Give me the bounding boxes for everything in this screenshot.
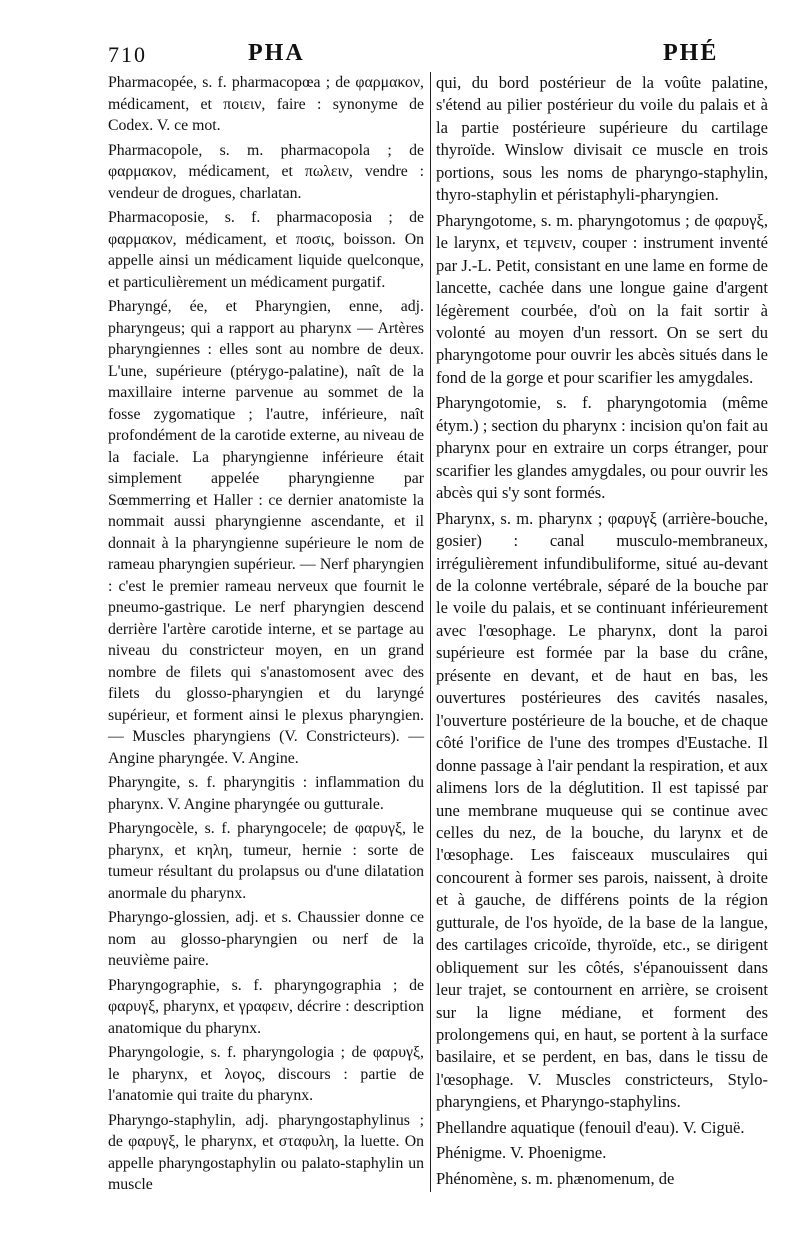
left-column xyxy=(108,72,424,1199)
entry-phenomene: Phénomène, s. m. phænomenum, de xyxy=(436,1168,675,1188)
entry-pharyngotome: Pharyngotome, s. m. pharyngotomus ; de φαρυγξ, le larynx, et τεμνειν, couper : instrument inventé par J.-L. Petit, consistant en une lame en forme de lancette, cachée dans une longue gaine d'argent légèrement courbée, d'où on la fait sortir à volonté au moyen d'un ressort. On se sert du pharyngotome pour ouvrir les abcès situés dans le fond de la gorge et pour scarifier les amygdales. xyxy=(436,210,768,387)
entry-pharmacoposie: Pharmacoposie, s. f. pharmacoposia ; de φαρμακον, médicament, et ποσις, boisson. On appelle ainsi un médicament liquide quelconque, et particulièrement un médicament purgatif. xyxy=(108,209,424,291)
entry-pharyngocele: Pharyngocèle, s. f. pharyngocele; de φαρυγξ, le pharynx, et κηλη, tumeur, hernie : sorte de tumeur résultant du prolapsus ou d'une dilatation anormale du pharynx. xyxy=(108,820,424,902)
entry-continuation: qui, du bord postérieur de la voûte palatine, s'étend au pilier postérieur du voile du palais et à la partie postérieure supérieure du cartilage thyroïde. Winslow divisait ce muscle en trois portions, sous les noms de pharyngo-staphylin, thyro-staphylin et péristaphyli-pharyngien. xyxy=(436,73,768,205)
entry-phellandre: Phellandre aquatique (fenouil d'eau). V. Ciguë. xyxy=(436,1117,745,1137)
right-running-head: PHÉ xyxy=(663,40,719,66)
entry-pharyngologie: Pharyngologie, s. f. pharyngologia ; de φαρυγξ, le pharynx, et λογος, discours : partie de l'anatomie qui traite du pharynx. xyxy=(108,1044,424,1104)
entry-pharynge: Pharyngé, ée, et Pharyngien, enne, adj. pharyngeus; qui a rapport au pharynx — Artères pharyngiennes : elles sont au nombre de deux. L'une, supérieure (ptérygo-palatine), naît de la maxillaire interne parvenue au sommet de la fosse zygomatique ; l'autre, inférieure, naît profondément de la carotide externe, au niveau de la faciale. La pharyngienne inférieure était simplement appelée pharyngienne par Sœmmerring et Haller : ce dernier anatomiste la nommait aussi pharyngienne ascendante, et il donnait à la pharyngienne supérieure le nom de rameau pharyngien supérieur. — Nerf pharyngien : c'est le premier rameau nerveux que fournit le pneumo-gastrique. Le nerf pharyngien descend derrière l'artère carotide interne, et se partage au niveau du constricteur moyen, en un grand nombre de filets qui s'anastomosent avec des filets du glosso-pharyngien et du laryngé supérieur, et forment ainsi le plexus pharyngien. — Muscles pharyngiens (V. Constricteurs). — Angine pharyngée. V. Angine. xyxy=(108,298,424,767)
entry-pharyngographie: Pharyngographie, s. f. pharyngographia ; de φαρυγξ, pharynx, et γραφειν, décrire : description anatomique du pharynx. xyxy=(108,976,424,1037)
entry-pharmacopole: Pharmacopole, s. m. pharmacopola ; de φαρμακον, médicament, et πωλειν, vendre : vendeur de drogues, charlatan. xyxy=(108,141,424,202)
page-header xyxy=(108,40,778,68)
left-running-head: PHA xyxy=(248,40,305,66)
entry-pharmacopee: Pharmacopée, s. f. pharmacopœa ; de φαρμακον, médicament, et ποιειν, faire : synonyme de Codex. V. ce mot. xyxy=(108,74,424,134)
entry-phenigme: Phénigme. V. Phoenigme. xyxy=(436,1143,607,1163)
entry-pharyngo-glossien: Pharyngo-glossien, adj. et s. Chaussier donne ce nom au glosso-pharyngien ou nerf de la neuvième paire. xyxy=(108,909,424,969)
entry-pharynx: Pharynx, s. m. pharynx ; φαρυγξ (arrière-bouche, gosier) : canal musculo-membraneux, irrégulièrement infundibuliforme, situé au-devant de la colonne vertébrale, séparé de la bouche par le voile du palais, et se continuant inférieurement avec l'œsophage. Le pharynx, dont la paroi supérieure est formée par la base du crâne, présente en devant, et de haut en bas, les ouvertures postérieures des cavités nasales, l'ouverture postérieure de la bouche, et de chaque côté l'orifice de l'une des trompes d'Eustache. Il donne passage à l'air pendant la respiration, et aux alimens lors de la déglutition. Il est tapissé par une membrane muqueuse qui se continue avec celles du nez, de la bouche, du larynx et de l'œsophage. Les faisceaux musculaires qui concourent à former ses parois, naissent, à droite et à gauche, de différens points de la région gutturale, de l'os hyoïde, de la base de la langue, des cartilages cricoïde, thyroïde, etc., se dirigent obliquement sur les côtés, s'épanouissent dans leur trajet, se contournent en arrière, se croisent sur la ligne médiane, et forment des prolongemens qui, en haut, se portent à la surface basilaire, et se perdent, en bas, dans le tissu de l'œsophage. V. Muscles constricteurs, Stylo-pharyngiens, et Pharyngo-staphylins. xyxy=(436,508,768,1112)
entry-pharyngo-staphylin: Pharyngo-staphylin, adj. pharyngostaphylinus ; de φαρυγξ, le pharynx, et σταφυλη, la luette. On appelle pharyngostaphylin ou palato-staphylin un muscle xyxy=(108,1111,424,1193)
column-divider xyxy=(430,72,431,1192)
entry-pharyngite: Pharyngite, s. f. pharyngitis : inflammation du pharynx. V. Angine pharyngée ou gutturale. xyxy=(108,774,424,813)
entry-pharyngotomie: Pharyngotomie, s. f. pharyngotomia (même étym.) ; section du pharynx : incision qu'on fait au pharynx pour en extraire un corps étranger, pour scarifier les glandes amygdales, ou pour ouvrir les abcès qui s'y sont formés. xyxy=(436,393,768,503)
page-number: 710 xyxy=(108,42,147,67)
right-column xyxy=(436,72,768,1193)
